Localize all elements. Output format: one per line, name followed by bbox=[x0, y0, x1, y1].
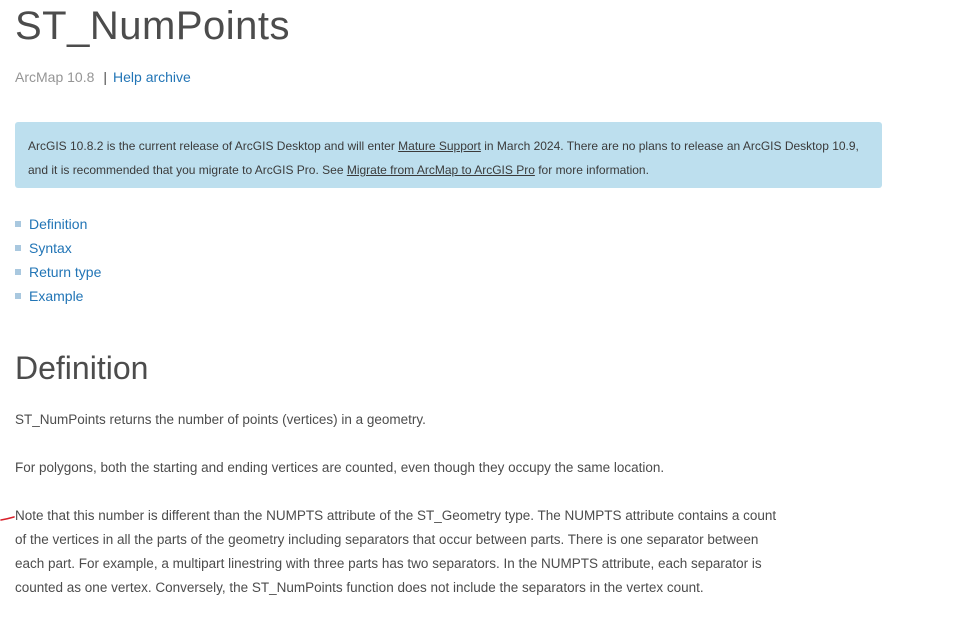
notice-text-1: ArcGIS 10.8.2 is the current release of ArcGIS Desktop and will enter bbox=[28, 139, 399, 153]
square-bullet-icon bbox=[15, 245, 21, 251]
toc-item-return-type bbox=[15, 260, 101, 284]
notice-text-2: in March 2024. There are no plans to release an ArcGIS Desktop 10.9, and it is recommended that you migrate to ArcGIS Pro. See bbox=[28, 139, 859, 177]
help-archive-link[interactable]: Help archive bbox=[113, 69, 191, 85]
breadcrumb bbox=[15, 68, 191, 86]
toc-link-example[interactable]: Example bbox=[29, 288, 84, 304]
square-bullet-icon bbox=[15, 269, 21, 275]
definition-paragraph-1: ST_NumPoints returns the number of points (vertices) in a geometry. bbox=[15, 412, 426, 427]
toc-item-example bbox=[15, 284, 101, 308]
breadcrumb-separator: | bbox=[103, 69, 108, 85]
definition-paragraph-3: Note that this number is different than the NUMPTS attribute of the ST_Geometry type. The NUMPTS attribute contains a count of the vertices in all the parts of the geometry including separators that occur between parts. There is one separator between each part. For example, a multipart linestring with three parts has two separators. In the NUMPTS attribute, each separator is counted as one vertex. Conversely, the ST_NumPoints function does not include the separators in the vertex count. bbox=[15, 508, 777, 595]
notice-text-3: for more information. bbox=[534, 163, 649, 177]
red-pen-mark-icon bbox=[0, 512, 16, 522]
mature-support-link[interactable]: Mature Support bbox=[398, 139, 481, 153]
migrate-link[interactable]: Migrate from ArcMap to ArcGIS Pro bbox=[346, 163, 535, 177]
table-of-contents bbox=[15, 212, 101, 308]
toc-item-syntax bbox=[15, 236, 101, 260]
definition-paragraph-2: For polygons, both the starting and ending vertices are counted, even though they occupy the same location. bbox=[15, 460, 665, 475]
toc-link-syntax[interactable]: Syntax bbox=[29, 240, 72, 256]
toc-link-definition[interactable]: Definition bbox=[29, 216, 88, 232]
square-bullet-icon bbox=[15, 293, 21, 299]
toc-link-return-type[interactable]: Return type bbox=[29, 264, 102, 280]
toc-item-definition bbox=[15, 212, 101, 236]
page-title: ST_NumPoints bbox=[15, 4, 290, 48]
release-notice-banner bbox=[15, 122, 882, 188]
square-bullet-icon bbox=[15, 221, 21, 227]
version-label: ArcMap 10.8 bbox=[15, 69, 95, 85]
definition-heading: Definition bbox=[15, 350, 149, 386]
